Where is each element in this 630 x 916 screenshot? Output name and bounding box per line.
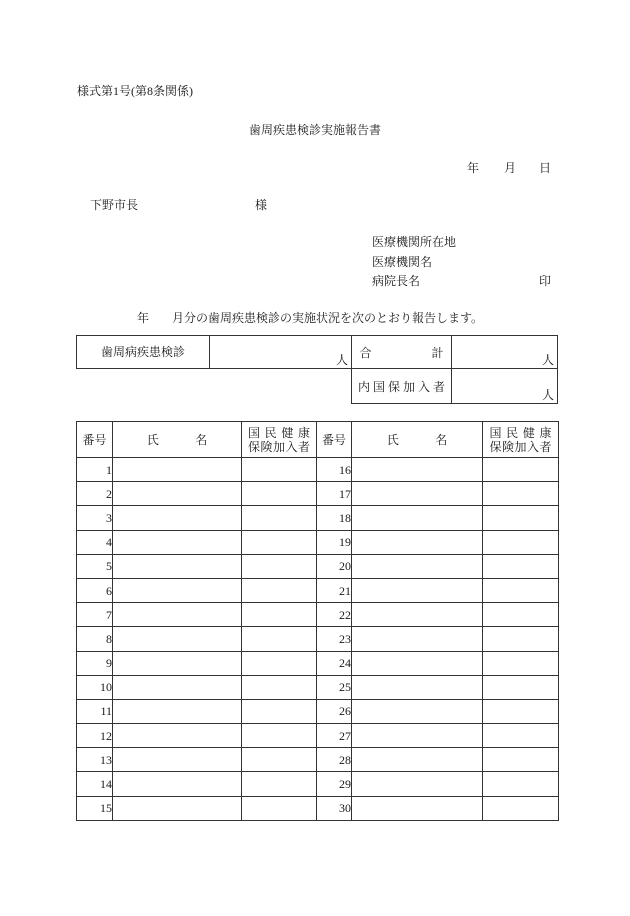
row-number-cell: 19 bbox=[317, 530, 352, 554]
number-header-label: 番号 bbox=[321, 432, 346, 447]
insured-cell bbox=[483, 482, 559, 506]
insured-header-line2: 保険加入者 bbox=[489, 439, 552, 454]
row-number-cell: 13 bbox=[77, 748, 113, 772]
insured-cell bbox=[483, 796, 559, 820]
name-cell bbox=[352, 748, 483, 772]
seal-mark: 印 bbox=[539, 274, 552, 288]
name-cell bbox=[113, 796, 242, 820]
name-cell bbox=[352, 458, 483, 482]
row-number-cell: 24 bbox=[317, 651, 352, 675]
checkup-count-cell bbox=[209, 335, 352, 369]
row-number-cell: 12 bbox=[77, 724, 113, 748]
name-cell bbox=[352, 675, 483, 699]
insured-cell bbox=[242, 675, 317, 699]
number-header-label: 番号 bbox=[82, 432, 107, 447]
date-month-label: 月 bbox=[504, 161, 517, 175]
insured-cell bbox=[483, 578, 559, 602]
insured-cell bbox=[483, 675, 559, 699]
insured-header-line1: 国民健康 bbox=[489, 425, 557, 440]
total-count-cell bbox=[451, 335, 558, 369]
table-row bbox=[77, 482, 559, 506]
addressee-honorific: 様 bbox=[255, 198, 268, 212]
row-number-cell: 26 bbox=[317, 699, 352, 723]
insured-cell bbox=[242, 724, 317, 748]
name-cell bbox=[352, 554, 483, 578]
name-cell bbox=[352, 603, 483, 627]
name-cell bbox=[113, 506, 242, 530]
row-number-cell: 1 bbox=[77, 458, 113, 482]
name-cell bbox=[113, 458, 242, 482]
row-number-cell: 2 bbox=[77, 482, 113, 506]
name-cell bbox=[113, 748, 242, 772]
director-name-label: 病院長名 bbox=[372, 274, 421, 288]
insured-cell bbox=[242, 578, 317, 602]
insured-cell bbox=[483, 530, 559, 554]
row-number-cell: 5 bbox=[77, 554, 113, 578]
insured-unit: 人 bbox=[541, 388, 554, 402]
row-number-cell: 16 bbox=[317, 458, 352, 482]
name-cell bbox=[352, 724, 483, 748]
insured-label: 内国保加入者 bbox=[357, 379, 448, 394]
insured-cell bbox=[242, 506, 317, 530]
insured-cell bbox=[242, 699, 317, 723]
name-cell bbox=[352, 772, 483, 796]
name-header bbox=[352, 422, 483, 458]
table-row bbox=[77, 627, 559, 651]
row-number-cell: 11 bbox=[77, 699, 113, 723]
insured-cell bbox=[483, 772, 559, 796]
row-number-cell: 22 bbox=[317, 603, 352, 627]
row-number-cell: 17 bbox=[317, 482, 352, 506]
table-row bbox=[77, 603, 559, 627]
table-row bbox=[77, 796, 559, 820]
insured-header bbox=[242, 422, 317, 458]
name-header-label: 氏名 bbox=[146, 432, 244, 447]
table-row bbox=[77, 458, 559, 482]
insured-cell bbox=[242, 651, 317, 675]
row-number-cell: 25 bbox=[317, 675, 352, 699]
insured-cell bbox=[483, 554, 559, 578]
total-label: 合計 bbox=[359, 345, 504, 360]
insured-header-line1: 国民健康 bbox=[247, 425, 315, 440]
date-day-label: 日 bbox=[539, 161, 552, 175]
name-cell bbox=[113, 699, 242, 723]
insured-cell bbox=[483, 603, 559, 627]
table-row bbox=[77, 554, 559, 578]
row-number-cell: 4 bbox=[77, 530, 113, 554]
insured-cell bbox=[483, 458, 559, 482]
name-cell bbox=[113, 554, 242, 578]
table-row bbox=[77, 724, 559, 748]
table-row bbox=[77, 578, 559, 602]
patient-roster-table bbox=[76, 421, 559, 821]
name-cell bbox=[352, 482, 483, 506]
insured-label-cell bbox=[351, 368, 452, 404]
addressee-name: 下野市長 bbox=[90, 198, 139, 212]
insured-header bbox=[483, 422, 559, 458]
insured-header-line2: 保険加入者 bbox=[247, 439, 311, 454]
row-number-cell: 21 bbox=[317, 578, 352, 602]
insured-cell bbox=[483, 506, 559, 530]
row-number-cell: 23 bbox=[317, 627, 352, 651]
row-number-cell: 15 bbox=[77, 796, 113, 820]
name-cell bbox=[113, 724, 242, 748]
insured-cell bbox=[483, 748, 559, 772]
checkup-label: 歯周病疾患検診 bbox=[100, 344, 185, 359]
name-header-label: 氏名 bbox=[386, 432, 484, 447]
name-cell bbox=[352, 506, 483, 530]
table-row bbox=[77, 772, 559, 796]
row-number-cell: 14 bbox=[77, 772, 113, 796]
statement-year-label: 年 bbox=[137, 311, 150, 325]
row-number-cell: 29 bbox=[317, 772, 352, 796]
insured-cell bbox=[483, 651, 559, 675]
statement-text: 月分の歯周疾患検診の実施状況を次のとおり報告します。 bbox=[172, 311, 484, 325]
name-cell bbox=[113, 578, 242, 602]
table-row bbox=[77, 651, 559, 675]
row-number-cell: 8 bbox=[77, 627, 113, 651]
insured-cell bbox=[242, 482, 317, 506]
row-number-cell: 20 bbox=[317, 554, 352, 578]
checkup-label-cell bbox=[76, 335, 210, 369]
insured-cell bbox=[483, 627, 559, 651]
row-number-cell: 27 bbox=[317, 724, 352, 748]
name-cell bbox=[352, 699, 483, 723]
total-unit: 人 bbox=[541, 353, 554, 367]
name-cell bbox=[352, 627, 483, 651]
row-number-cell: 7 bbox=[77, 603, 113, 627]
insured-cell bbox=[242, 603, 317, 627]
checkup-unit: 人 bbox=[335, 353, 348, 367]
institution-name-label: 医療機関名 bbox=[372, 255, 433, 269]
name-cell bbox=[113, 482, 242, 506]
row-number-cell: 6 bbox=[77, 578, 113, 602]
name-cell bbox=[352, 796, 483, 820]
table-header-row bbox=[77, 422, 559, 458]
table-row bbox=[77, 675, 559, 699]
table-row bbox=[77, 748, 559, 772]
name-cell bbox=[113, 530, 242, 554]
row-number-cell: 10 bbox=[77, 675, 113, 699]
number-header bbox=[317, 422, 352, 458]
institution-address-label: 医療機関所在地 bbox=[372, 235, 457, 249]
table-row bbox=[77, 530, 559, 554]
row-number-cell: 18 bbox=[317, 506, 352, 530]
row-number-cell: 9 bbox=[77, 651, 113, 675]
table-body bbox=[77, 458, 559, 821]
date-year-label: 年 bbox=[467, 161, 480, 175]
insured-cell bbox=[242, 554, 317, 578]
name-header bbox=[113, 422, 242, 458]
insured-cell bbox=[242, 458, 317, 482]
number-header bbox=[77, 422, 113, 458]
row-number-cell: 30 bbox=[317, 796, 352, 820]
row-number-cell: 3 bbox=[77, 506, 113, 530]
name-cell bbox=[113, 651, 242, 675]
insured-cell bbox=[483, 699, 559, 723]
name-cell bbox=[352, 530, 483, 554]
name-cell bbox=[352, 578, 483, 602]
table-row bbox=[77, 699, 559, 723]
name-cell bbox=[113, 627, 242, 651]
name-cell bbox=[113, 772, 242, 796]
insured-cell bbox=[242, 748, 317, 772]
insured-cell bbox=[242, 627, 317, 651]
insured-cell bbox=[242, 796, 317, 820]
document-title: 歯周疾患検診実施報告書 bbox=[248, 123, 381, 137]
total-label-cell bbox=[351, 335, 504, 369]
form-number: 様式第1号(第8条関係) bbox=[77, 84, 193, 98]
name-cell bbox=[113, 603, 242, 627]
insured-count-cell bbox=[451, 368, 558, 404]
insured-cell bbox=[483, 724, 559, 748]
row-number-cell: 28 bbox=[317, 748, 352, 772]
table-row bbox=[77, 506, 559, 530]
name-cell bbox=[113, 675, 242, 699]
insured-cell bbox=[242, 772, 317, 796]
insured-cell bbox=[242, 530, 317, 554]
name-cell bbox=[352, 651, 483, 675]
